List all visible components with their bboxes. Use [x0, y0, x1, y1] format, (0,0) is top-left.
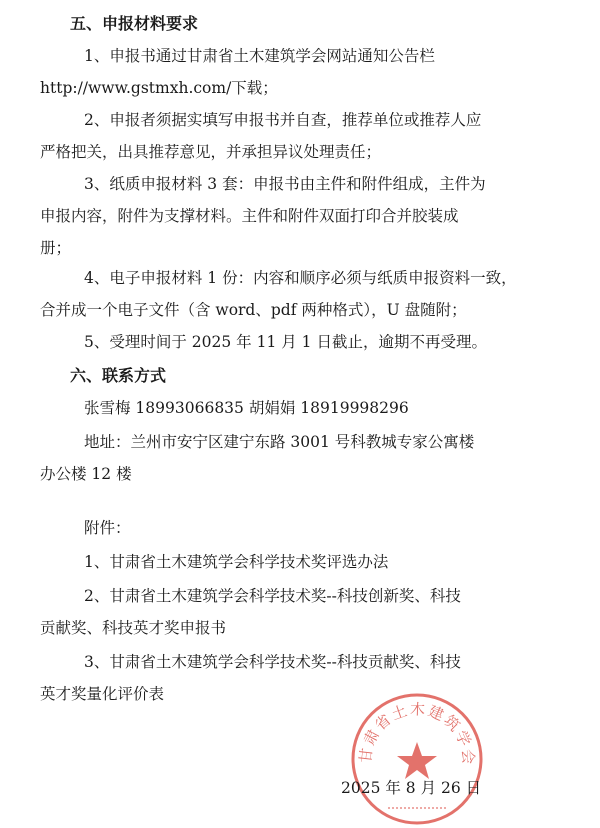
materials-item-4: 4、电子申报材料 1 份：内容和顺序必须与纸质申报资料一致， [84, 269, 517, 287]
attachment-3: 3、甘肃省土木建筑学会科学技术奖--科技贡献奖、科技 [84, 653, 461, 671]
svg-text:甘肃省土木建筑学会: 甘肃省土木建筑学会 [356, 700, 478, 767]
contact-names-phones: 张雪梅 18993066835 胡娟娟 18919998296 [84, 399, 409, 417]
materials-item-3-end: 册； [40, 239, 72, 257]
materials-item-3: 3、纸质申报材料 3 套：申报书由主件和附件组成，主件为 [84, 175, 486, 193]
official-seal [348, 690, 486, 828]
section-heading-contact: 六、联系方式 [70, 366, 167, 385]
attachments-label: 附件： [84, 519, 131, 537]
materials-item-2: 2、申报者须据实填写申报书并自查，推荐单位或推荐人应 [84, 111, 482, 129]
attachment-2: 2、甘肃省土木建筑学会科学技术奖--科技创新奖、科技 [84, 587, 461, 605]
materials-item-3-cont: 申报内容，附件为支撑材料。主件和附件双面打印合并胶装成 [40, 207, 459, 225]
section-heading-materials: 五、申报材料要求 [70, 14, 199, 33]
attachment-2-cont: 贡献奖、科技英才奖申报书 [40, 619, 227, 637]
signature-date: 2025 年 8 月 26 日 [341, 779, 482, 797]
attachment-3-cont: 英才奖量化评价表 [40, 685, 165, 703]
contact-address: 地址：兰州市安宁区建宁东路 3001 号科教城专家公寓楼 [84, 433, 475, 451]
materials-item-4-cont: 合并成一个电子文件（含 word、pdf 两种格式），U 盘随附； [40, 301, 467, 319]
materials-item-1-url: http://www.gstmxh.com/下载； [40, 79, 278, 97]
materials-item-1: 1、申报书通过甘肃省土木建筑学会网站通知公告栏 [84, 47, 435, 65]
contact-address-cont: 办公楼 12 楼 [40, 465, 132, 483]
attachment-1: 1、甘肃省土木建筑学会科学技术奖评选办法 [84, 553, 389, 571]
materials-item-5: 5、受理时间于 2025 年 11 月 1 日截止，逾期不再受理。 [84, 333, 487, 351]
materials-item-2-cont: 严格把关，出具推荐意见，并承担异议处理责任； [40, 143, 382, 161]
